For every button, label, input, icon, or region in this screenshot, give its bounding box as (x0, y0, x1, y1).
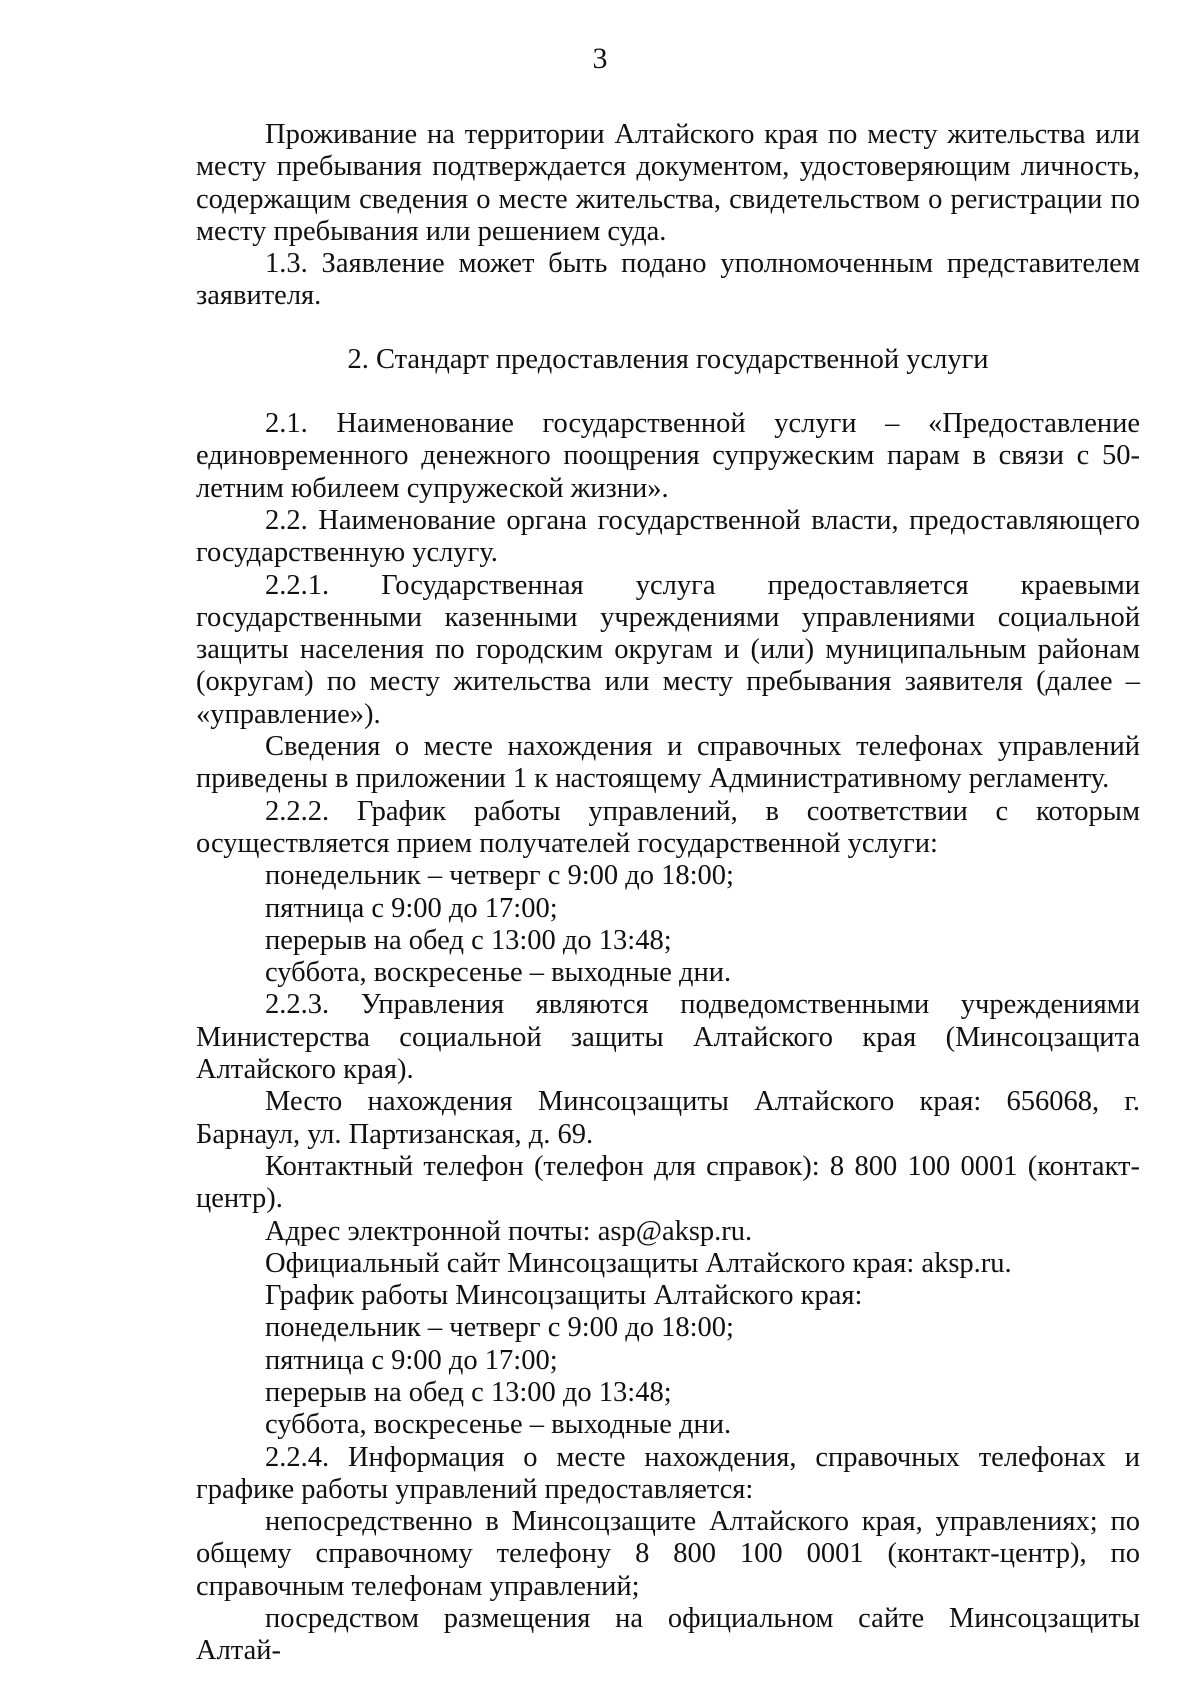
schedule-line: понедельник – четверг с 9:00 до 18:00; (265, 1312, 734, 1344)
paragraph-1-3: 1.3. Заявление может быть подано уполномоченным представителем заявителя. (196, 248, 1140, 312)
document-body (196, 119, 1140, 1668)
paragraph-website-posting: посредством размещения на официальном сайте Минсоцзащиты Алтай- (196, 1603, 1140, 1667)
paragraph-direct-contact: непосредственно в Минсоцзащите Алтайского края, управлениях; по общему справочному телефону 8 800 100 0001 (контакт-центр), по справочным телефонам управлений; (196, 1506, 1140, 1602)
paragraph-email: Адрес электронной почты: asp@aksp.ru. (265, 1215, 753, 1247)
paragraph-2-2: 2.2. Наименование органа государственной власти, предоставляющего государственную услугу. (196, 504, 1140, 569)
paragraph-contact-phone: Контактный телефон (телефон для справок): 8 800 100 0001 (контакт-центр). (196, 1150, 1140, 1215)
paragraph-2-2-3: 2.2.3. Управления являются подведомственными учреждениями Министерства социальной защиты Алтайского края (Минсоцзащита Алтайского края). (196, 989, 1140, 1086)
paragraph-website: Официальный сайт Минсоцзащиты Алтайского края: aksp.ru. (265, 1247, 1012, 1279)
paragraph-info-location: Сведения о месте нахождения и справочных телефонах управлений приведены в приложении 1 к настоящему Административному регламенту. (196, 731, 1140, 795)
paragraph-2-2-4: 2.2.4. Информация о месте нахождения, справочных телефонах и графике работы управлений предоставляется: (196, 1441, 1140, 1505)
schedule-line: понедельник – четверг с 9:00 до 18:00; (265, 860, 734, 892)
paragraph-ministry-address: Место нахождения Минсоцзащиты Алтайского края: 656068, г. Барнаул, ул. Партизанская, д. 69. (196, 1086, 1140, 1150)
paragraph-ministry-schedule-heading: График работы Минсоцзащиты Алтайского края: (265, 1280, 863, 1312)
paragraph-2-1: 2.1. Наименование государственной услуги – «Предоставление единовременного денежного поощрения супружеским парам в связи с 50-летним юбилеем супружеской жизни». (196, 408, 1140, 504)
page-number: 3 (592, 42, 608, 75)
schedule-line: суббота, воскресенье – выходные дни. (265, 1409, 732, 1441)
schedule-line: пятница с 9:00 до 17:00; (265, 1344, 558, 1376)
section-heading: 2. Стандарт предоставления государственной услуги (347, 343, 989, 375)
paragraph-2-2-2: 2.2.2. График работы управлений, в соответствии с которым осуществляется прием получателей государственной услуги: (196, 795, 1140, 859)
schedule-line: перерыв на обед с 13:00 до 13:48; (265, 924, 672, 956)
schedule-line: перерыв на обед с 13:00 до 13:48; (265, 1376, 672, 1408)
schedule-line: пятница с 9:00 до 17:00; (265, 892, 558, 924)
paragraph-2-2-1: 2.2.1. Государственная услуга предоставляется краевыми государственными казенными учреждениями управлениями социальной защиты населения по городским округам и (или) муниципальным районам (округам) по месту жительства или месту пребывания заявителя (далее – «управление»). (196, 569, 1140, 730)
schedule-line: суббота, воскресенье – выходные дни. (265, 957, 732, 989)
paragraph-residence-confirmation: Проживание на территории Алтайского края по месту жительства или месту пребывания подтверждается документом, удостоверяющим личность, содержащим сведения о месте жительства, свидетельством о регистрации по месту пребывания или решением суда. (196, 119, 1140, 247)
